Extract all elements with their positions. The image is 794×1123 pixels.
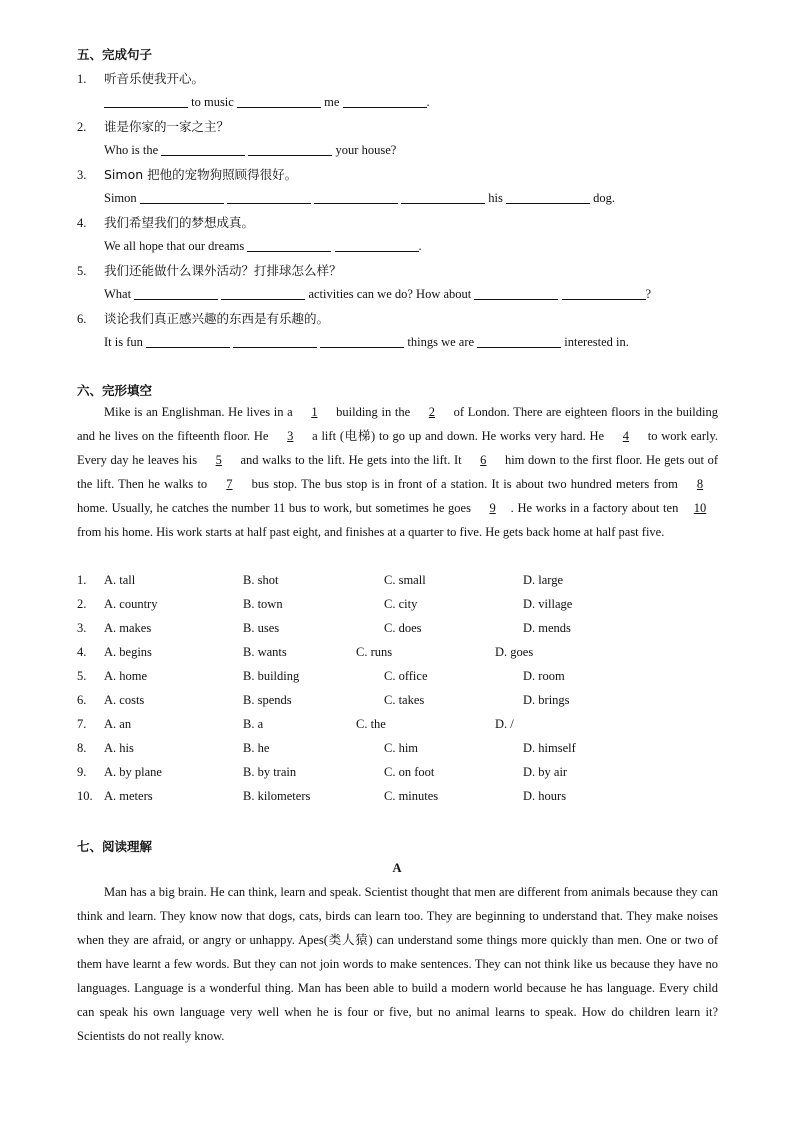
option-c[interactable]: C. takes bbox=[384, 693, 425, 707]
option-c[interactable]: C. city bbox=[384, 597, 418, 611]
s5-item-6-en: It is fun things we are interested in. bbox=[104, 335, 629, 349]
option-a[interactable]: A. begins bbox=[104, 645, 152, 659]
answer-blank[interactable] bbox=[134, 285, 218, 300]
option-d[interactable]: D. hours bbox=[523, 789, 567, 803]
option-a[interactable]: A. tall bbox=[104, 573, 136, 587]
option-d[interactable]: D. mends bbox=[523, 621, 571, 635]
s5-item-3-en: Simon his dog. bbox=[104, 191, 615, 205]
answer-blank[interactable] bbox=[227, 189, 311, 204]
answer-blank[interactable] bbox=[335, 237, 419, 252]
option-b[interactable]: B. building bbox=[243, 669, 300, 683]
s5-item-5-cn: 5. 我们还能做什么课外活动？打排球怎么样？ bbox=[77, 263, 342, 278]
answer-blank[interactable] bbox=[248, 141, 332, 156]
cloze-blank-4[interactable]: 4 bbox=[622, 429, 630, 443]
option-c[interactable]: C. him bbox=[384, 741, 419, 755]
cloze-blank-3[interactable]: 3 bbox=[287, 429, 294, 443]
option-c[interactable]: C. minutes bbox=[384, 789, 439, 803]
cloze-blank-10[interactable]: 10 bbox=[693, 501, 707, 515]
option-b[interactable]: B. a bbox=[243, 717, 264, 731]
option-b[interactable]: B. wants bbox=[243, 645, 287, 659]
option-b[interactable]: B. shot bbox=[243, 573, 279, 587]
option-b[interactable]: B. uses bbox=[243, 621, 280, 635]
option-c[interactable]: C. small bbox=[384, 573, 426, 587]
option-c[interactable]: C. runs bbox=[356, 645, 393, 659]
option-a[interactable]: A. meters bbox=[104, 789, 153, 803]
cloze-blank-6[interactable]: 6 bbox=[480, 453, 487, 467]
option-d[interactable]: D. room bbox=[523, 669, 565, 683]
option-d[interactable]: D. goes bbox=[495, 645, 534, 659]
cloze-blank-9[interactable]: 9 bbox=[489, 501, 496, 515]
option-c[interactable]: C. does bbox=[384, 621, 422, 635]
option-a[interactable]: A. his bbox=[104, 741, 134, 755]
answer-blank[interactable] bbox=[401, 189, 485, 204]
s5-item-3-cn: 3. Simon 把他的宠物狗照顾得很好。 bbox=[77, 167, 298, 182]
answer-blank[interactable] bbox=[104, 93, 188, 108]
section7-heading: 七、阅读理解 bbox=[77, 839, 153, 854]
s5-item-2-cn: 2. 谁是你家的一家之主？ bbox=[77, 119, 230, 134]
answer-blank[interactable] bbox=[221, 285, 305, 300]
section5-heading: 五、完成句子 bbox=[77, 47, 153, 62]
answer-blank[interactable] bbox=[146, 333, 230, 348]
option-c[interactable]: C. the bbox=[356, 717, 386, 731]
option-c[interactable]: C. on foot bbox=[384, 765, 435, 779]
option-d[interactable]: D. brings bbox=[523, 693, 570, 707]
answer-blank[interactable] bbox=[474, 285, 558, 300]
answer-blank[interactable] bbox=[562, 285, 646, 300]
option-d[interactable]: D. large bbox=[523, 573, 564, 587]
s5-item-6-cn: 6. 谈论我们真正感兴趣的东西是有乐趣的。 bbox=[77, 311, 330, 326]
s5-item-2-en: Who is the your house? bbox=[104, 143, 397, 157]
option-a[interactable]: A. country bbox=[104, 597, 158, 611]
passage-title: A bbox=[392, 861, 402, 875]
option-a[interactable]: A. home bbox=[104, 669, 148, 683]
option-a[interactable]: A. costs bbox=[104, 693, 145, 707]
option-b[interactable]: B. by train bbox=[243, 765, 297, 779]
cloze-blank-8[interactable]: 8 bbox=[696, 477, 704, 491]
answer-blank[interactable] bbox=[506, 189, 590, 204]
cloze-blank-2[interactable]: 2 bbox=[428, 405, 436, 419]
worksheet-page: 五、完成句子 1. 听音乐使我开心。 to music me . 2. 谁是你家的一家之主？ Who is the your house? 3. Simon 把他的宠物狗照顾得很好。 Simon his dog. 4. 我们希望我们的梦想成真。 We all hope that our dreams . 5. 我们还能做什么课外活动？打排球怎么样？ What activities can we do? How about ? 6. 谈论我们真正感兴趣的东西是有乐趣的。 It is fun things we are interested in. 六、完形填空 Mike is an Englishman. He lives in a 1 building in the 2 of London. There are eighteen floors in the building and he lives on the fifteenth floor. He 3 a lift (电梯) to go up and down. He works very hard. He 4 to work early. Every day he leaves his 5 and walks to the lift. He gets into the lift. It 6 him down to the first floor. He gets out of the lift. Then he walks to 7 bus stop. The bus stop is in front of a station. It is about two hundred meters from 8 home. Usually, he catches the number 11 bus to work, but sometimes he goes 9 . He works in a factory about ten 10 from his home. His work starts at half past eight, and finishes at a quarter to five. He gets back home at half past five. 1. A. tall B. shot C. small D. large 2. A. country B. town C. city D. village 3. A. makes B. uses C. does D. mends 4. A. begins B. wants C. runs D. goes 5. A. home B. building C. office D. room 6. A. costs B. spends C. takes D. brings 7. A. an B. a C. the D. / 8. A. his B. he C. him D. himself 9. A. by plane B. by train C. on foot D. by air 10. A. meters B. kilometers C. minutes D. hours 七、阅读理解 A Man has a big brain. He can think, learn and speak. Scientist thought that men are different from animals because they can think and learn. They know now that dogs, cats, birds can learn too. They are beginning to understand that. They make noises when they are afraid, or angry or unhappy. Apes(类人猿) can understand some things more quickly than men. One or two of them have learnt a few words. But they can not join words to make sentences. They can not think like us because they have no languages. Language is a wonderful thing. Man has been able to build a modern world because he has language. Every child can speak his own language very well when he is four or five, but no animal learns to speak. How do children learn it? Scientists do not really know. bbox=[0, 0, 794, 1123]
answer-blank[interactable] bbox=[233, 333, 317, 348]
option-d[interactable]: D. himself bbox=[523, 741, 576, 755]
cloze-passage: Mike is an Englishman. He lives in a 1 building in the 2 of London. There are eighteen floors in the building and he lives on the fifteenth floor. He 3 a lift (电梯) to go up and down. He works very hard. He 4 to work early. Every day he leaves his 5 and walks to the lift. He gets into the lift. It 6 him down to the first floor. He gets out of the lift. Then he walks to 7 bus stop. The bus stop is in front of a station. It is about two hundred meters from 8 home. Usually, he catches the number 11 bus to work, but sometimes he goes 9 . He works in a factory about ten 10 from his home. His work starts at half past eight, and finishes at a quarter to five. He gets back home at half past five. bbox=[77, 400, 718, 544]
reading-passage: Man has a big brain. He can think, learn and speak. Scientist thought that men are different from animals because they can think and learn. They know now that dogs, cats, birds can learn too. They are beginning to understand that. They make noises when they are afraid, or angry or unhappy. Apes(类人猿) can understand some things more quickly than men. One or two of them have learnt a few words. But they can not join words to make sentences. They can not think like us because they have no languages. Language is a wonderful thing. Man has been able to build a modern world because he has language. Every child can speak his own language very well when he is four or five, but no animal learns to speak. How do children learn it? Scientists do not really know. bbox=[77, 885, 718, 1043]
cloze-blank-7[interactable]: 7 bbox=[226, 477, 233, 491]
option-b[interactable]: B. spends bbox=[243, 693, 292, 707]
answer-blank[interactable] bbox=[343, 93, 427, 108]
answer-blank[interactable] bbox=[314, 189, 398, 204]
answer-blank[interactable] bbox=[477, 333, 561, 348]
cloze-blank-5[interactable]: 5 bbox=[215, 453, 222, 467]
s5-item-5-en: What activities can we do? How about ? bbox=[104, 287, 652, 301]
option-d[interactable]: D. village bbox=[523, 597, 573, 611]
option-d[interactable]: D. by air bbox=[523, 765, 568, 779]
s5-item-4-en: We all hope that our dreams . bbox=[104, 239, 422, 253]
option-c[interactable]: C. office bbox=[384, 669, 428, 683]
s5-item-1-cn: 1. 听音乐使我开心。 bbox=[77, 71, 205, 86]
option-a[interactable]: A. makes bbox=[104, 621, 152, 635]
s5-item-4-cn: 4. 我们希望我们的梦想成真。 bbox=[77, 215, 255, 230]
option-a[interactable]: A. an bbox=[104, 717, 132, 731]
answer-blank[interactable] bbox=[247, 237, 331, 252]
option-a[interactable]: A. by plane bbox=[104, 765, 162, 779]
answer-blank[interactable] bbox=[320, 333, 404, 348]
cloze-blank-1[interactable]: 1 bbox=[311, 405, 318, 419]
option-d[interactable]: D. / bbox=[495, 717, 514, 731]
option-b[interactable]: B. town bbox=[243, 597, 283, 611]
option-b[interactable]: B. kilometers bbox=[243, 789, 311, 803]
answer-blank[interactable] bbox=[237, 93, 321, 108]
answer-blank[interactable] bbox=[161, 141, 245, 156]
section6-heading: 六、完形填空 bbox=[77, 383, 153, 398]
answer-blank[interactable] bbox=[140, 189, 224, 204]
s5-item-1-en: to music me . bbox=[104, 93, 430, 110]
option-b[interactable]: B. he bbox=[243, 741, 270, 755]
